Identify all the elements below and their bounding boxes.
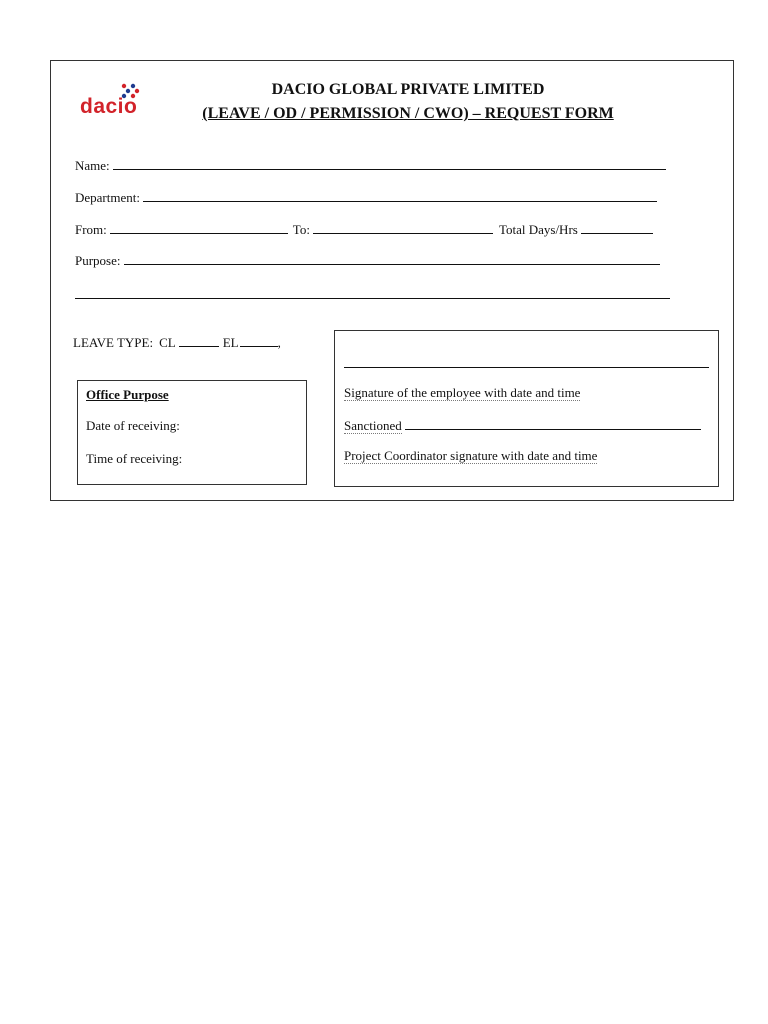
sanctioned-row — [344, 417, 701, 434]
purpose-field[interactable] — [124, 252, 660, 265]
cl-label: CL — [159, 335, 176, 350]
purpose-label: Purpose: — [75, 253, 121, 268]
from-field[interactable] — [110, 221, 288, 234]
logo-text: dacio — [80, 95, 138, 118]
el-field[interactable] — [240, 334, 278, 347]
to-label: To: — [292, 222, 310, 237]
sanctioned-field[interactable] — [405, 417, 701, 430]
department-label: Department: — [75, 190, 140, 205]
total-days-field[interactable] — [581, 221, 653, 234]
dates-row — [75, 221, 653, 238]
el-suffix: , — [277, 335, 281, 350]
employee-signature-label: Signature of the employee with date and time — [344, 385, 581, 400]
office-purpose-title: Office Purpose — [86, 387, 169, 402]
dacio-logo — [80, 82, 150, 124]
leave-type-label: LEAVE TYPE: — [73, 335, 154, 350]
signature-box — [334, 330, 719, 487]
date-of-receiving-label: Date of receiving: — [86, 418, 180, 433]
el-label: EL — [222, 335, 239, 350]
time-of-receiving-label: Time of receiving: — [86, 451, 183, 466]
name-field[interactable] — [113, 157, 666, 170]
total-days-label: Total Days/Hrs — [498, 222, 578, 237]
cl-field[interactable] — [179, 334, 219, 347]
company-name: DACIO GLOBAL PRIVATE LIMITED — [271, 81, 545, 98]
office-purpose-box — [77, 380, 307, 485]
department-row — [75, 189, 657, 206]
department-field[interactable] — [143, 189, 657, 202]
name-row — [75, 157, 666, 174]
employee-signature-line[interactable] — [344, 367, 709, 368]
purpose-row — [75, 252, 660, 269]
name-label: Name: — [75, 158, 110, 173]
to-field[interactable] — [313, 221, 493, 234]
from-label: From: — [75, 222, 107, 237]
form-title: (LEAVE / OD / PERMISSION / CWO) – REQUEST FORM — [202, 105, 614, 122]
leave-type-row — [73, 334, 281, 351]
sanctioned-label: Sanctioned — [344, 418, 402, 433]
purpose-field-line-2[interactable] — [75, 298, 670, 299]
coordinator-signature-label: Project Coordinator signature with date and time — [344, 448, 598, 463]
